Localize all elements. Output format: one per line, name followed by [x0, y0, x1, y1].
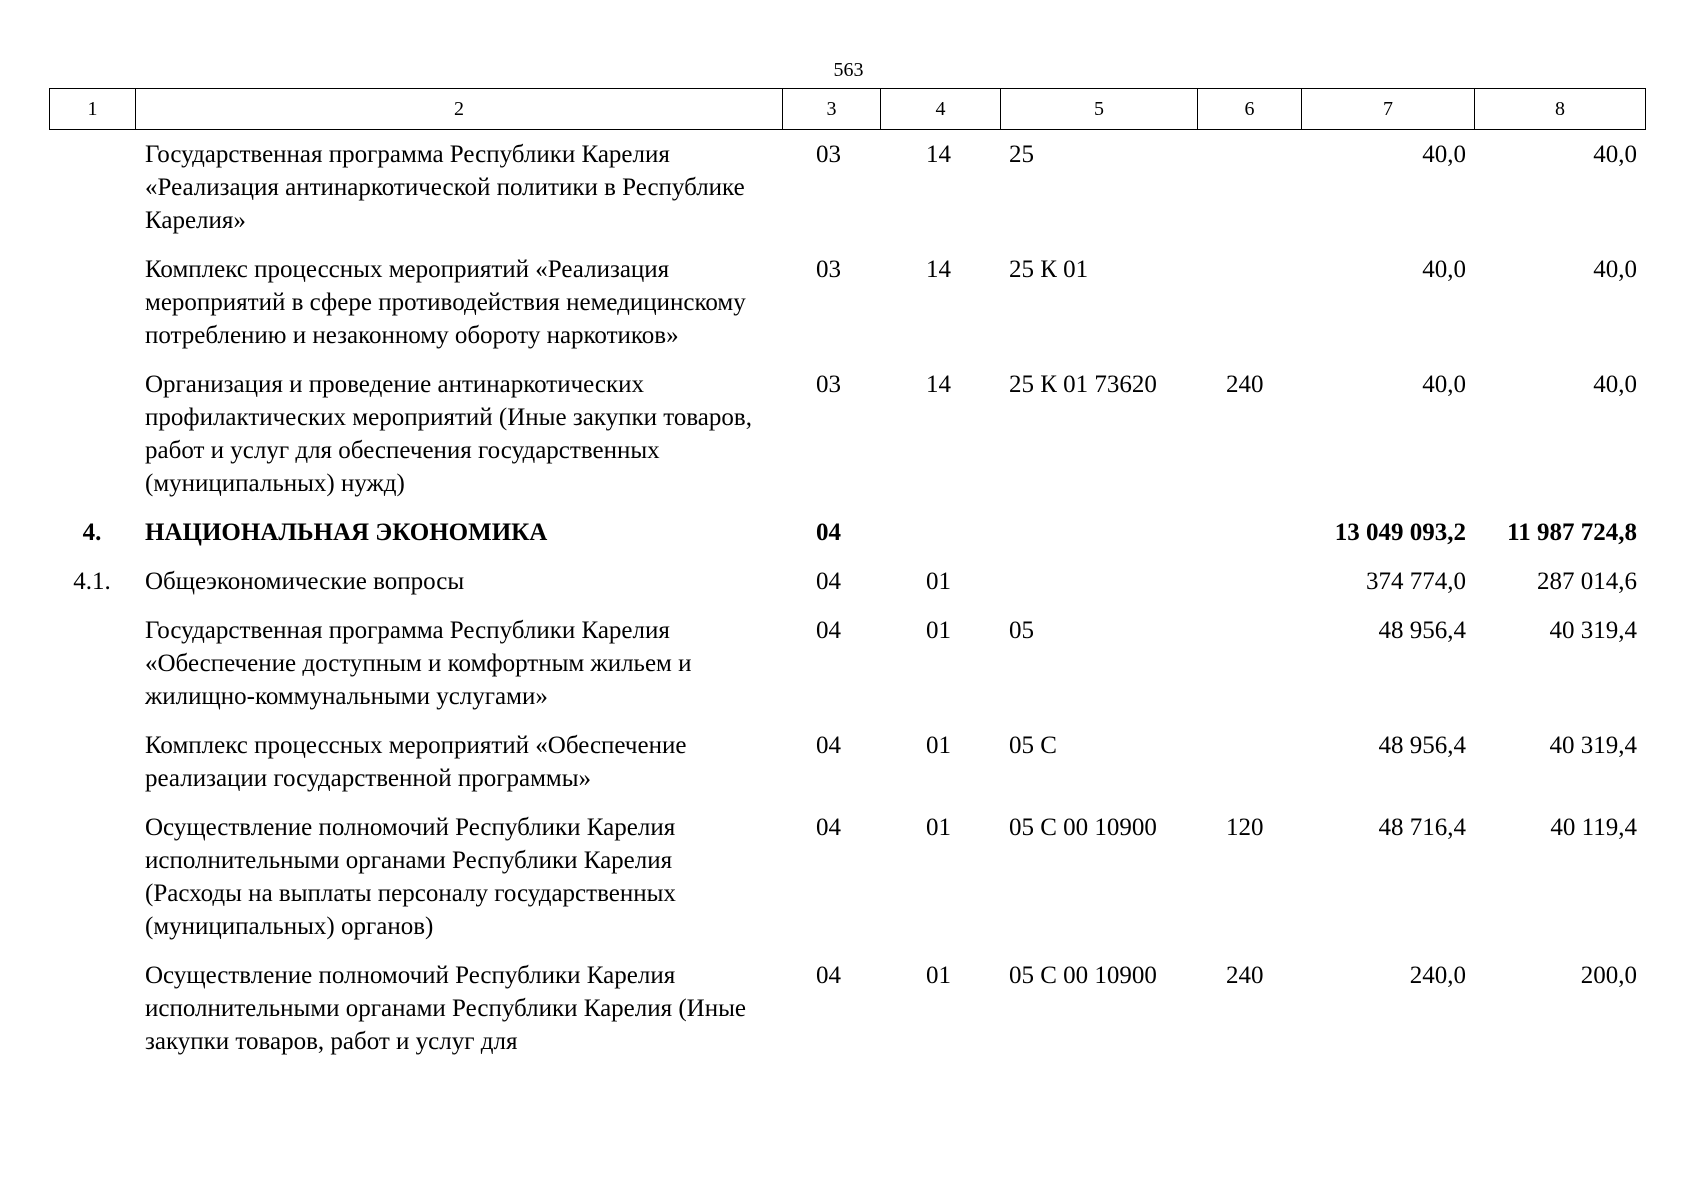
row-section: 04 — [816, 732, 841, 759]
header-col-5: 5 — [1001, 89, 1198, 130]
row-expense-type — [1197, 253, 1301, 368]
row-expense-type: 240 — [1226, 371, 1264, 398]
row-name: Осуществление полномочий Республики Карелия исполнительными органами Республики Карелия (Расходы на выплаты персоналу государственных (муниципальных) органов) — [145, 814, 676, 940]
row-target-item: 05 — [1009, 617, 1034, 644]
row-amount-1: 374 774,0 — [1366, 568, 1466, 595]
row-target-item: 25 К 01 — [1009, 256, 1089, 283]
header-col-2: 2 — [136, 89, 783, 130]
row-amount-1: 240,0 — [1409, 962, 1466, 989]
row-name: Общеэкономические вопросы — [145, 568, 465, 595]
row-amount-2: 40,0 — [1593, 141, 1637, 168]
row-section: 03 — [816, 371, 841, 398]
row-amount-1: 13 049 093,2 — [1334, 519, 1466, 546]
row-section: 04 — [816, 617, 841, 644]
row-section: 03 — [816, 141, 841, 168]
row-number — [49, 811, 135, 959]
row-subsection — [880, 516, 1000, 565]
page-number: 563 — [833, 59, 864, 81]
row-target-item: 25 — [1009, 141, 1034, 168]
row-target-item: 05 С — [1009, 732, 1057, 759]
header-col-8: 8 — [1475, 89, 1646, 130]
row-expense-type — [1197, 614, 1301, 729]
row-amount-1: 48 956,4 — [1378, 732, 1466, 759]
row-subsection: 14 — [926, 256, 951, 283]
table-row — [49, 729, 1645, 811]
row-target-item: 05 С 00 10900 — [1009, 962, 1157, 989]
table-row — [49, 516, 1645, 565]
row-amount-1: 40,0 — [1422, 371, 1466, 398]
row-expense-type — [1197, 565, 1301, 614]
row-section: 04 — [816, 814, 841, 841]
row-amount-2: 40 319,4 — [1549, 617, 1637, 644]
column-number-header — [49, 88, 1646, 130]
row-amount-2: 40,0 — [1593, 256, 1637, 283]
row-number — [49, 614, 135, 729]
row-expense-type: 240 — [1226, 962, 1264, 989]
row-amount-2: 11 987 724,8 — [1507, 519, 1637, 546]
table-row — [49, 811, 1645, 959]
header-col-4: 4 — [881, 89, 1001, 130]
table-row — [49, 614, 1645, 729]
row-subsection: 01 — [926, 732, 951, 759]
row-section: 04 — [816, 962, 841, 989]
row-amount-1: 48 716,4 — [1378, 814, 1466, 841]
row-subsection: 01 — [926, 962, 951, 989]
row-section: 04 — [816, 519, 841, 546]
row-expense-type — [1197, 516, 1301, 565]
row-name: Осуществление полномочий Республики Карелия исполнительными органами Республики Карелия (Иные закупки товаров, работ и услуг для — [145, 962, 747, 1055]
row-number — [49, 959, 135, 1074]
row-target-item — [1000, 516, 1197, 565]
header-col-1: 1 — [50, 89, 136, 130]
row-number — [49, 253, 135, 368]
row-subsection: 14 — [926, 371, 951, 398]
row-amount-2: 200,0 — [1580, 962, 1637, 989]
row-number — [49, 138, 135, 253]
row-number — [49, 368, 135, 516]
header-col-7: 7 — [1302, 89, 1475, 130]
row-name: Комплекс процессных мероприятий «Реализация мероприятий в сфере противодействия немедицинскому потреблению и незаконному обороту наркотиков» — [145, 256, 746, 349]
row-subsection: 01 — [926, 617, 951, 644]
row-amount-2: 40 319,4 — [1549, 732, 1637, 759]
row-name: Государственная программа Республики Карелия «Реализация антинаркотической политики в Республике Карелия» — [145, 141, 745, 234]
row-number — [49, 729, 135, 811]
row-amount-2: 40 119,4 — [1550, 814, 1637, 841]
row-number: 4. — [82, 519, 102, 546]
row-name: Комплекс процессных мероприятий «Обеспечение реализации государственной программы» — [145, 732, 687, 792]
row-amount-2: 287 014,6 — [1537, 568, 1637, 595]
row-amount-1: 40,0 — [1422, 256, 1466, 283]
row-name: Организация и проведение антинаркотических профилактических мероприятий (Иные закупки товаров, работ и услуг для обеспечения государственных (муниципальных) нужд) — [145, 371, 752, 497]
row-amount-2: 40,0 — [1593, 371, 1637, 398]
table-row — [49, 368, 1645, 516]
row-subsection: 14 — [926, 141, 951, 168]
row-section: 04 — [816, 568, 841, 595]
row-target-item: 05 С 00 10900 — [1009, 814, 1157, 841]
row-section: 03 — [816, 256, 841, 283]
row-subsection: 01 — [926, 814, 951, 841]
row-subsection: 01 — [926, 568, 951, 595]
row-amount-1: 40,0 — [1422, 141, 1466, 168]
table-row — [49, 565, 1645, 614]
row-target-item — [1000, 565, 1197, 614]
row-expense-type: 120 — [1226, 814, 1264, 841]
header-col-3: 3 — [783, 89, 881, 130]
table-row — [49, 253, 1645, 368]
table-row — [49, 959, 1645, 1074]
budget-table — [49, 138, 1645, 1074]
row-expense-type — [1197, 138, 1301, 253]
header-col-6: 6 — [1198, 89, 1302, 130]
row-amount-1: 48 956,4 — [1378, 617, 1466, 644]
row-expense-type — [1197, 729, 1301, 811]
row-number: 4.1. — [73, 568, 111, 595]
row-target-item: 25 К 01 73620 — [1009, 371, 1157, 398]
table-row — [49, 138, 1645, 253]
row-name: Государственная программа Республики Карелия «Обеспечение доступным и комфортным жильем и жилищно-коммунальными услугами» — [145, 617, 692, 710]
row-name: НАЦИОНАЛЬНАЯ ЭКОНОМИКА — [145, 519, 548, 546]
